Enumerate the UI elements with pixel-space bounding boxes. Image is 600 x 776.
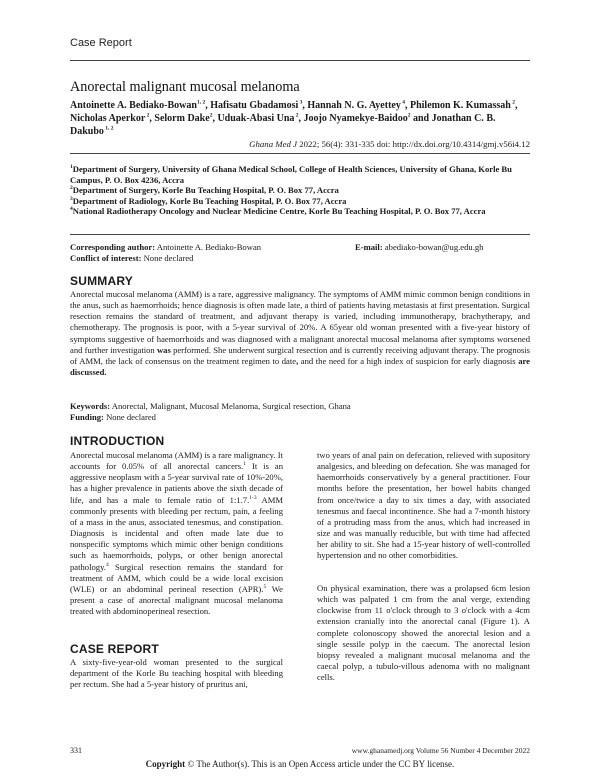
citation-details: 2022; 56(4): 331-335 doi: http://dx.doi.org/10.4314/gmj.v56i4.12 xyxy=(297,139,530,149)
keywords: Keywords: Anorectal, Malignant, Mucosal Melanoma, Surgical resection, Ghana xyxy=(70,401,351,411)
case-report-heading: CASE REPORT xyxy=(70,642,159,656)
affiliation-2: $^2$Department of Surgery, Korle Bu Teaching Hospital, P. O. Box 77, Accra xyxy=(70,185,339,196)
citation xyxy=(190,139,530,149)
summary-text: Anorectal mucosal melanoma (AMM) is a rare, aggressive malignancy. The symptoms of AMM mimic common benign conditions in the anus, such as haemorrhoids; hence diagnosis is often made late, a third of patients having metastasis at first presentation. Surgical resection remains the standard of treatment, and adjuvant therapy is varied, including immunotherapy, brachytherapy, and chemotherapy. The prognosis is poor, with a 5-year survival of 20%. A 65year old woman presented with a five-year history of symptoms suggestive of haemorrhoids and was diagnosed with a malignant anorectal mucosal melanoma after symptoms worsened and further investigation was performed. She underwent surgical resection and is currently receiving adjuvant therapy. The prognosis of AMM, the lack of consensus on the treatment regimen to date, and the need for a high index of suspicion for early diagnosis are discussed. xyxy=(70,289,530,378)
citation-rule xyxy=(70,153,530,154)
affiliation-1: $^1$Department of Surgery, University of Ghana Medical School, College of Health Sciences, University of Ghana, Korle Bu Campus, P. O. Box 4236, Accra xyxy=(70,164,512,185)
conflict-of-interest: Conflict of interest: None declared xyxy=(70,253,194,263)
affiliations xyxy=(70,164,530,217)
affiliation-3: $^3$Department of Radiology, Korle Bu Teaching Hospital, P. O. Box 77, Accra xyxy=(70,195,347,206)
case-history-text: two years of anal pain on defecation, relieved with supository analgesics, and bleeding on defecation. She was managed for haemorrhoids conservatively by a general practitioner. Four months before the presentation, her bowel habits changed from once/twice a day to six times a day, with associated tenesmus and faecal incontinence. She had a 7-month history of a protruding mass from the anus, which had increased in size and was manually reducible, but with time had affected her ability to sit. She had a 15-year history of well-controlled hypertension and no other comorbidities. xyxy=(317,450,530,561)
author-list: Antoinette A. Bediako-Bowan$^{1, 2}$, Hafisatu Gbadamosi $^3$, Hannah N. G. Ayettey $^4$, Philemon K. Kumassah $^2$, Nicholas Aperkor $^2$, Selorm Dake$^2$, Uduak-Abasi Una $^2$, Joojo Nyamekye-Baidoo$^2$ and Jonathan C. B. Dakubo $^{1, 2}$ xyxy=(70,99,518,137)
corresponding-email: E-mail: abediako-bowan@ug.edu.gh xyxy=(355,242,484,252)
case-report-text: A sixty-five-year-old woman presented to the surgical department of the Korle Bu teaching hospital with bleeding per rectum. She had a 5-year history of pruritus ani, xyxy=(70,657,283,690)
journal-info: www.ghanamedj.org Volume 56 Number 4 December 2022 xyxy=(351,746,530,755)
corresponding-author: Corresponding author: Antoinette A. Bediako-Bowan xyxy=(70,242,262,252)
header-rule xyxy=(70,60,530,61)
citation-journal: Ghana Med J xyxy=(249,139,298,149)
copyright-notice: Copyright © The Author(s). This is an Open Access article under the CC BY license. xyxy=(145,759,455,769)
page-number: 331 xyxy=(70,746,82,755)
section-label: Case Report xyxy=(70,37,132,49)
funding: Funding: None declared xyxy=(70,412,156,422)
summary-heading: SUMMARY xyxy=(70,274,133,288)
introduction-text: Anorectal mucosal melanoma (AMM) is a rare malignancy. It accounts for 0.05% of all anorectal cancers.$^1$ It is an aggressive neoplasm with a 5-year survival rate of 10%-20%, has a higher prevalence in patients above the sixth decade of life, and has a male to female ratio of 1:1.7.$^{1-3}$ AMM commonly presents with bleeding per rectum, pain, a feeling of a mass in the anus, associated tenesmus, and constipation. Diagnosis is incidental and often made late due to nonspecific symptoms which mimic other benign conditions such as haemorrhoids, polyps, or other benign anorectal pathology.$^4$ Surgical resection remains the standard for treatment of AMM, which could be a wide local excision (WLE) or an abdominal perineal resection (APR).$^5$ We present a case of anorectal malignant mucosal melanoma treated with abdominoperineal resection. xyxy=(70,450,284,617)
affiliation-4: $^4$National Radiotherapy Oncology and Nuclear Medicine Centre, Korle Bu Teaching Hospital, P. O. Box 77, Accra xyxy=(70,206,486,217)
physical-exam-text: On physical examination, there was a prolapsed 6cm lesion which was palpated 1 cm from the anal verge, extending clockwise from 11 o'clock through to 3 o'clock with a 4cm extension cranially into the anorectal canal (Figure 1). A complete colonoscopy showed the anorectal lesion and a single sessile polyp in the caecum. The anorectal lesion biopsy revealed a malignant mucosal melanoma and the caecal polyp, a tubulo-villous adenoma with no malignant cells. xyxy=(317,583,530,683)
affiliations-rule xyxy=(70,234,530,235)
article-title: Anorectal malignant mucosal melanoma xyxy=(70,79,300,95)
introduction-heading: INTRODUCTION xyxy=(70,434,165,448)
